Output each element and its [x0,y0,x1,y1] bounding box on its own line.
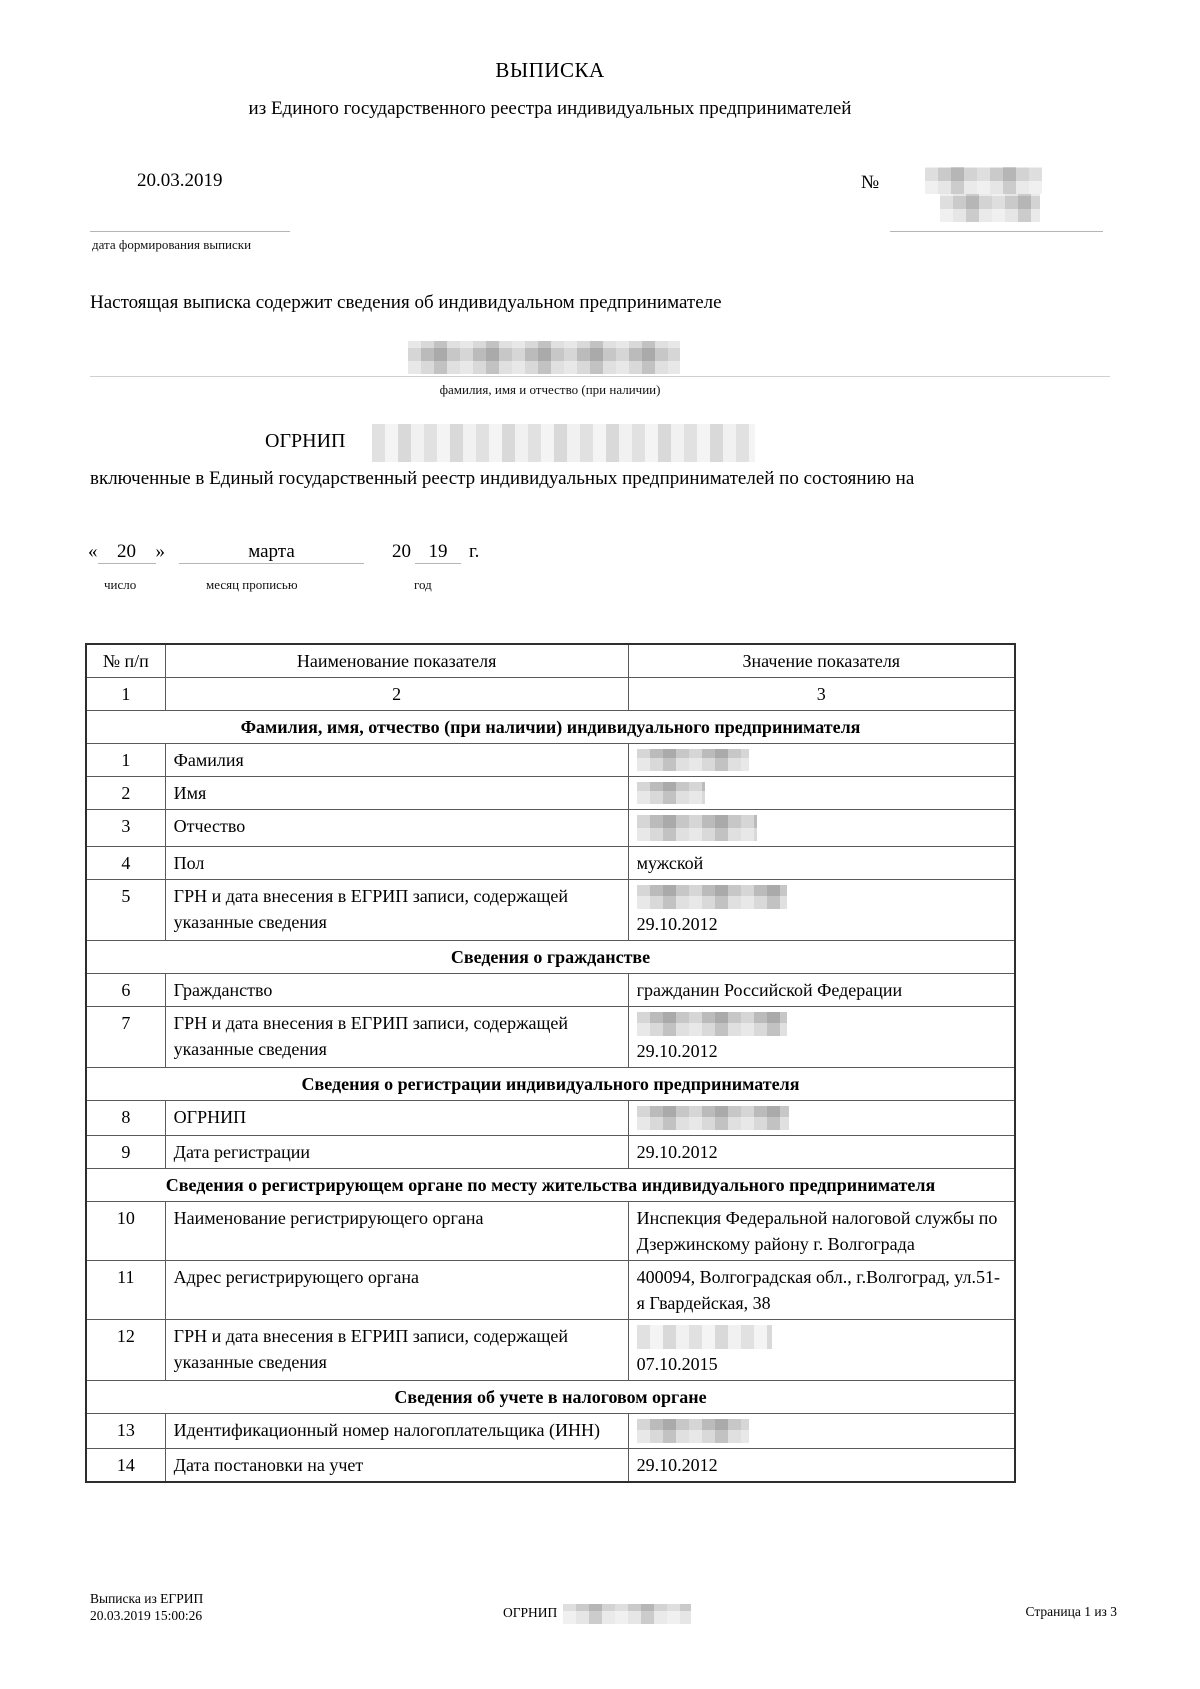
row-value [628,1136,1015,1169]
row-value [628,1007,1015,1068]
redacted-value [637,885,787,909]
row-value [628,1101,1015,1136]
table-row [86,810,1015,847]
row-label: ОГРНИП [165,1101,628,1136]
generation-date-underline [90,231,290,232]
row-number: 5 [86,880,165,941]
included-text: включенные в Единый государственный реестр индивидуальных предпринимателей по состоянию на [90,468,915,489]
open-quote: « [88,541,98,562]
row-value [628,1414,1015,1449]
value-text: 29.10.2012 [636,1455,718,1475]
row-number: 9 [86,1136,165,1169]
table-row [86,1202,1015,1261]
col-header-number: № п/п [86,644,165,678]
row-label: Дата постановки на учет [165,1449,628,1483]
row-label: ГРН и дата внесения в ЕГРИП записи, содержащей указанные сведения [165,880,628,941]
footer-ogrnip-label: ОГРНИП [503,1605,558,1621]
row-number: 6 [86,974,165,1007]
value-text: 29.10.2012 [636,1041,718,1061]
col-number-1: 1 [86,678,165,711]
footer-timestamp: 20.03.2019 15:00:26 [90,1608,203,1623]
row-value [628,1261,1015,1320]
document-subtitle: из Единого государственного реестра индивидуальных предпринимателей [248,98,852,119]
row-number: 11 [86,1261,165,1320]
value-text: 29.10.2012 [636,914,718,934]
table-row [86,1449,1015,1483]
table-row [86,1261,1015,1320]
section-row [86,1068,1015,1101]
redacted-value [637,1106,789,1130]
row-label: ГРН и дата внесения в ЕГРИП записи, содержащей указанные сведения [165,1320,628,1381]
redacted-value [637,1012,787,1036]
indicator-table [85,643,1016,1483]
footer-center [503,1604,691,1624]
as-of-century: 20 [392,541,411,562]
row-label: Пол [165,847,628,880]
table-row [86,974,1015,1007]
row-label: Идентификационный номер налогоплательщика (ИНН) [165,1414,628,1449]
redacted-document-number [925,167,1042,194]
footer-doc-type: Выписка из ЕГРИП [90,1591,204,1606]
table-header-row [86,644,1015,678]
value-text: 29.10.2012 [636,1142,718,1162]
redacted-footer-ogrnip [563,1604,691,1624]
table-row [86,880,1015,941]
section-title: Сведения о регистрирующем органе по месту жительства индивидуального предпринимателя [86,1169,1015,1202]
as-of-year: 19 [415,541,461,564]
footer-left [90,1590,203,1624]
row-label: Гражданство [165,974,628,1007]
col-number-3: 3 [628,678,1015,711]
section-title: Сведения об учете в налоговом органе [86,1381,1015,1414]
row-value [628,1449,1015,1483]
value-text: Инспекция Федеральной налоговой службы по Дзержинскому району г. Волгограда [636,1208,998,1254]
document-number-label: № [861,172,880,193]
row-value [628,777,1015,810]
col-header-name: Наименование показателя [165,644,628,678]
row-label: Имя [165,777,628,810]
row-number: 7 [86,1007,165,1068]
page-indicator: Страница 1 из 3 [1025,1604,1117,1619]
row-number: 2 [86,777,165,810]
table-row [86,1007,1015,1068]
redacted-value [637,749,749,771]
col-header-value: Значение показателя [628,644,1015,678]
redacted-ogrnip-number [372,424,755,462]
col-number-2: 2 [165,678,628,711]
table-row [86,1136,1015,1169]
value-text: 07.10.2015 [636,1354,718,1374]
table-row [86,1101,1015,1136]
row-value [628,847,1015,880]
statement-text: Настоящая выписка содержит сведения об индивидуальном предпринимателе [90,292,722,313]
row-label: Фамилия [165,744,628,777]
redacted-entrepreneur-name [408,341,680,374]
redacted-value [637,1419,749,1443]
value-text: 400094, Волгоградская обл., г.Волгоград, ул.51-я Гвардейская, 38 [636,1267,1000,1313]
row-label: Адрес регистрирующего органа [165,1261,628,1320]
redacted-value [637,815,757,841]
year-caption: год [414,577,432,592]
as-of-month: марта [179,541,364,564]
redacted-value [637,1325,772,1349]
row-label: Отчество [165,810,628,847]
document-title: ВЫПИСКА [495,58,605,82]
section-row [86,1381,1015,1414]
as-of-day: 20 [98,541,156,564]
row-label: ГРН и дата внесения в ЕГРИП записи, содержащей указанные сведения [165,1007,628,1068]
table-row [86,847,1015,880]
generation-date-caption: дата формирования выписки [92,237,252,252]
generation-date: 20.03.2019 [137,170,223,191]
as-of-date-row [88,541,479,564]
year-suffix: г. [469,541,480,562]
row-value [628,810,1015,847]
row-number: 13 [86,1414,165,1449]
row-value [628,880,1015,941]
section-row [86,1169,1015,1202]
table-row [86,1414,1015,1449]
section-title: Фамилия, имя, отчество (при наличии) индивидуального предпринимателя [86,711,1015,744]
name-caption: фамилия, имя и отчество (при наличии) [439,382,661,397]
row-number: 8 [86,1101,165,1136]
indicator-table-body [86,644,1015,1482]
row-value [628,1320,1015,1381]
close-quote: » [155,541,165,562]
row-value [628,974,1015,1007]
row-number: 3 [86,810,165,847]
row-label: Дата регистрации [165,1136,628,1169]
row-label: Наименование регистрирующего органа [165,1202,628,1261]
section-title: Сведения о регистрации индивидуального предпринимателя [86,1068,1015,1101]
day-caption: число [104,577,137,592]
name-underline [90,376,1110,377]
row-number: 10 [86,1202,165,1261]
row-number: 12 [86,1320,165,1381]
table-row [86,744,1015,777]
value-text: гражданин Российской Федерации [636,980,903,1000]
month-caption: месяц прописью [206,577,298,592]
row-number: 14 [86,1449,165,1483]
column-number-row [86,678,1015,711]
table-row [86,1320,1015,1381]
section-title: Сведения о гражданстве [86,941,1015,974]
row-value [628,1202,1015,1261]
redacted-document-number [940,194,1040,222]
ogrnip-label: ОГРНИП [265,430,346,452]
indicator-table-wrap [85,643,1016,1483]
document-number-underline [890,231,1103,232]
value-text: мужской [636,853,704,873]
row-number: 1 [86,744,165,777]
section-row [86,711,1015,744]
section-row [86,941,1015,974]
redacted-value [637,782,705,804]
table-row [86,777,1015,810]
row-value [628,744,1015,777]
row-number: 4 [86,847,165,880]
